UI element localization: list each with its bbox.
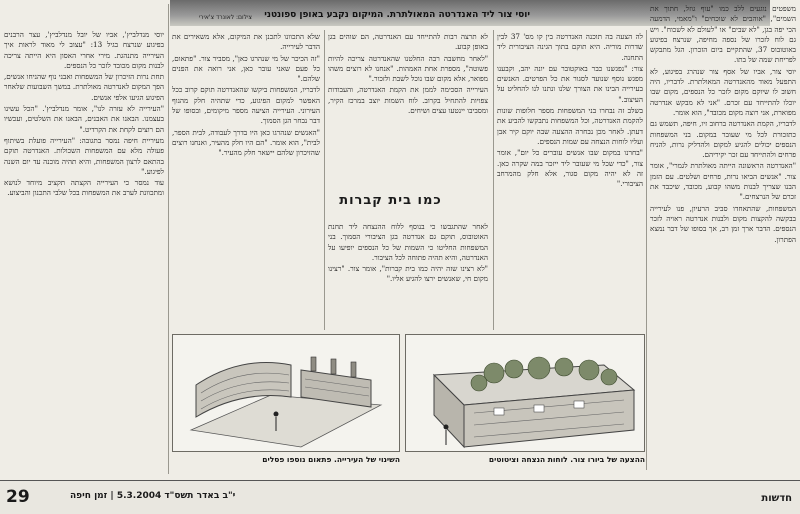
article-column-3b — [328, 222, 488, 330]
paragraph: יוסי מנדלביץ', אביו של יובל מנדלביץ', עצר הרבנים בפיגוע שנרצח בגיל 13: "עצוב לי מאוד לראות איך העירייה מתנהגת. מירי אחרי האסון היא הייתה צריכה לבנות מקום מכובד לזכר כל הנספים. — [4, 30, 164, 70]
article-column-1 — [650, 4, 796, 474]
page-number: 29 — [6, 487, 30, 507]
paragraph: לאחר שהתגבשו כי בנוסף ללוח ההנצחה ליד תחנת האוטובוס, תוקם גם אנדרטה בגן הציבורי הסמוך. בני המשפחות החליטו כי השמות של כל הנספים יופיעו על האנדרטה, והיא תהיה פתוחה לכל הציבור. — [328, 222, 488, 262]
article-column-2 — [497, 32, 643, 332]
article-column-5 — [4, 30, 164, 474]
paragraph: מעיריית חיפה נמסר בתגובה: "העירייה פועלת בשיתוף פעולה מלא עם המשפחות השכולות. האנדרטה תוקם בהתאם לרצון המשפחות, והיא תהיה מוכנה עד יום השנה לפיגוע." — [4, 135, 164, 176]
photo-caption: יוסי צור ליד האנדרטה המאולתרת. המיקום נקבע באופן ספונטני — [264, 10, 530, 20]
illustration-caption-proposal: ההצעה של ביורו צור. לוחות הנצחה וציטוטים — [488, 455, 645, 464]
section-name: חדשות — [761, 493, 792, 504]
paragraph: שלא התכוונו לתכנן את המיקום, אלא משאירים את הדבר לעירייה. — [172, 32, 320, 52]
paragraph: "העירייה לא עזרה לנו", אומר מנדלביץ'. "הכל עשינו בעצמנו. הבאנו את האבנים, הבאנו את השלטים, ועכשיו הם רוצים לקחת את הקרדיט." — [4, 104, 164, 134]
paragraph: העירייה הסכימה לממן את הקמת האנדרטה, והעבודות צפויות להתחיל בקרוב. לוח השמות יוצב במרכז הקיר, ומסביבו יינטעו עצים ושיחים. — [328, 85, 488, 116]
paragraph: "לאחר מחשבה רבה החלטנו שהאנדרטה צריכה להיות פשוטה", מספרת אחת האמהות. "אנחנו לא רוצים משהו מפואר, אלא מקום שבו נוכל לשבת ולזכור." — [328, 53, 488, 84]
paragraph: יוסי צור, אביו של אסף צור שנהרג בפיגוע, לא התפעל מאוד מהאנדרטה המאולתרת. לדבריו, היה חשוב לו שיוקם מקום לזכר כל הנספים, מקום שבו יוכלו להתייחד עם זכרם. "אני לא מבקש אנדרטה מפוארת, אני רוצה מקום מכובד", הוא אומר. — [650, 66, 796, 117]
paragraph: "בחרנו במקום שבו אנשים עוברים כל יום", אומר צור, "כדי שכל מי שעובר ליד ייזכר במה שקרה כאן. זה לא יהיה מקום סגור, אלא חלק מהמרחב הציבורי." — [497, 148, 643, 189]
paragraph: לדבריו, המשפחות ביקשו שהאנדרטה תוקם קרוב ככל האפשר למקום הפיגוע, כדי שתהיה חלק מהנוף העירוני. העירייה הציעה מספר מיקומים, ובסופו של דבר נבחר הגן הסמוך. — [172, 85, 320, 126]
column-divider — [324, 30, 325, 330]
paragraph: בשלב זה נבחרו בני המשפחות מספר חלופות שונות להקמת האנדרטה, וכל המשפחות נתבקשו להביע את דעתן. לאחר מכן נבחרה ההצעה שבה יוקם קיר אבן ועליו לוחות הנצחה עם שמות הנספים. — [497, 106, 643, 146]
paragraph: עוד נמסר כי העירייה הקצתה תקציב מיוחד לנושא ומתכוונת לערב את המשפחות בכל שלבי התכנון והביצוע. — [4, 178, 164, 198]
paragraph: לא תרצה רבות להתייחד עם האנדרטה, הם שוהים בגן באופן קבוע. — [328, 32, 488, 52]
paragraph: "לא רצינו שזה יהיה כמו בית קברות", אומר צור. "רצינו מקום חי, שאנשים ירצו להגיע אליו." — [328, 264, 488, 284]
paragraph: "זה הכיכר של מי שנהרגו כאן", מסביר צור. "פתאום, כל פעם שאני עובר כאן, אני רואה את הפנים שלהם." — [172, 53, 320, 84]
paragraph: לדבריו, הקמת האנדרטה ברחוב זיו, חיפה, תשמש גם כתזכורת לכל מי שעובר במקום. בני המשפחות הנספים יכולים להגיע למקום ולהדליק נרות, להניח פרחים ולהתייחד עם זכר יקיריהם. — [650, 119, 796, 160]
paragraph: "האנשים שנהרגו כאן היו בדרך לעבודה, לבית הספר, לבית", הוא אומר. "הם היו חלק מהעיר, ואנחנו רוצים שהזיכרון שלהם יישאר חלק מהעיר." — [172, 127, 320, 158]
column-divider — [493, 30, 494, 330]
article-column-4 — [172, 32, 320, 330]
illustration-caption-municipality: השינוי של העירייה. פתאום נוספו פסלים — [262, 455, 400, 464]
illustration-municipality-change — [172, 334, 400, 452]
column-divider — [646, 30, 647, 470]
publication-info: י"ב באדר תשס"ד 5.3.2004 | זמן חיפה — [70, 491, 236, 501]
paragraph: המשפחות, שהתאחדו סביב הרעיון, פנו לעירייה בבקשה להקצות מקום ולבנות אנדרטה ראויה לזכר הנספים. הדבר ארך זמן רב, אך בסופו של דבר נמצא הפתרון. — [650, 203, 796, 244]
paragraph: "האנדרטה הראשונה הייתה מאולתרת לגמרי", אומר צור. "אנשים הביאו נרות, פרחים ושלטים. עם הזמן הבנו שצריך לבנות משהו קבוע, מכובד, שיכבד את זכרם של הנרצחים." — [650, 161, 796, 202]
illustration-proposal — [405, 334, 645, 452]
paragraph: משפטים נוגעים ללב כמו "עוף גוזל, חתוך את השמים", "אוהבים לא שוכחים" ו"מאמי, הדמעה הכי יפה בגן, "לא שבים" או "לעולם לא לשכוח". ויש גם לוח לזכרו של נספה מחיפה, שנרצח בפיגוע באוטובוס 37, שהתקיים ביום הזכרון. הגל מתבקש לפריחת שמה של בתו. — [650, 4, 796, 65]
section-title: כמו בית קברות — [339, 193, 442, 208]
page-footer — [0, 480, 800, 514]
article-column-3 — [328, 32, 488, 182]
photo-credit: צילום: לאונרד צ'אירי — [198, 14, 252, 21]
column-divider — [168, 4, 169, 474]
paragraph: תחת נרות הזיכרון של המשפחות ואבני נוף שהניחו אנשים, הפך המקום לאנדרטה מאולתרת. במשך השבועות שלאחר הפיגוע הגיעו אלפי אנשים. — [4, 72, 164, 102]
paragraph: צור: "נפגשנו כבר באוקטובר עם יונה יהב, וקבענו מפגש נוסף שנועד לסגור את כל הפרטים. האנשים בעירייה הבינו את הצורך שלנו ונתנו לנו להחליט על העיצוב." — [497, 63, 643, 104]
paragraph: לה הצעה בה תוכנה האנדרטה בין קו מס' 37 לבין שדרות מוריה. היא תוקם בתוך הגינה הציבורית ליד התחנה. — [497, 32, 643, 62]
